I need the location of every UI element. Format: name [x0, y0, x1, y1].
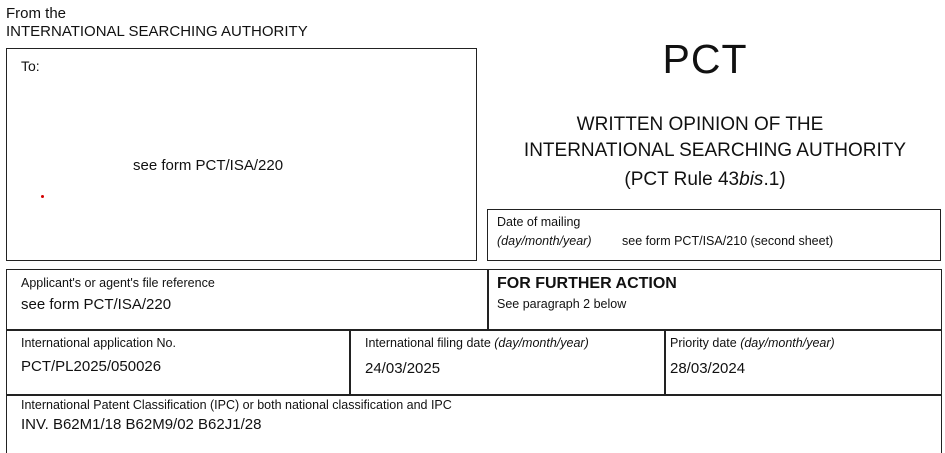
file-reference-value: see form PCT/ISA/220	[21, 296, 172, 313]
application-no-value: PCT/PL2025/050026	[21, 358, 162, 375]
file-reference-label: Applicant's or agent's file reference	[21, 276, 215, 290]
row-separator-1	[7, 329, 941, 331]
application-no-label: International application No.	[21, 336, 176, 350]
filing-date-format: (day/month/year)	[494, 336, 589, 350]
to-label: To:	[21, 58, 40, 74]
priority-date-label-text: Priority date	[670, 336, 737, 350]
ipc-value: INV. B62M1/18 B62M9/02 B62J1/28	[21, 416, 262, 433]
further-action-note: See paragraph 2 below	[497, 297, 627, 311]
written-opinion-line-2: INTERNATIONAL SEARCHING AUTHORITY	[523, 140, 907, 161]
pct-rule-reference	[490, 169, 920, 191]
filing-date-label	[365, 336, 589, 350]
date-of-mailing-label: Date of mailing	[497, 215, 581, 229]
from-line-1: From the	[6, 5, 67, 22]
priority-date-label	[670, 336, 835, 350]
row2-divider-2	[664, 330, 666, 395]
rule-suffix: .1)	[763, 169, 786, 190]
row-separator-2	[7, 394, 941, 396]
red-dot-mark	[41, 195, 44, 198]
date-of-mailing-box	[487, 209, 941, 261]
filing-date-value: 24/03/2025	[365, 360, 441, 377]
priority-date-format: (day/month/year)	[740, 336, 835, 350]
rule-prefix: (PCT Rule 43	[624, 169, 740, 190]
row2-divider-1	[349, 330, 351, 395]
pct-title: PCT	[662, 36, 748, 82]
addressee-box	[6, 48, 477, 261]
rule-bis: bis	[739, 169, 764, 190]
addressee-text: see form PCT/ISA/220	[133, 157, 284, 174]
date-format-hint: (day/month/year)	[497, 234, 592, 248]
application-details-grid	[6, 269, 942, 453]
written-opinion-line-1: WRITTEN OPINION OF THE	[576, 114, 824, 135]
priority-date-value: 28/03/2024	[670, 360, 746, 377]
date-of-mailing-value: see form PCT/ISA/210 (second sheet)	[622, 234, 834, 248]
ipc-label: International Patent Classification (IPC) or both national classification and IPC	[21, 398, 452, 412]
from-authority-line: INTERNATIONAL SEARCHING AUTHORITY	[6, 23, 308, 40]
row1-divider	[487, 270, 489, 330]
further-action-heading: FOR FURTHER ACTION	[497, 275, 677, 292]
filing-date-label-text: International filing date	[365, 336, 491, 350]
